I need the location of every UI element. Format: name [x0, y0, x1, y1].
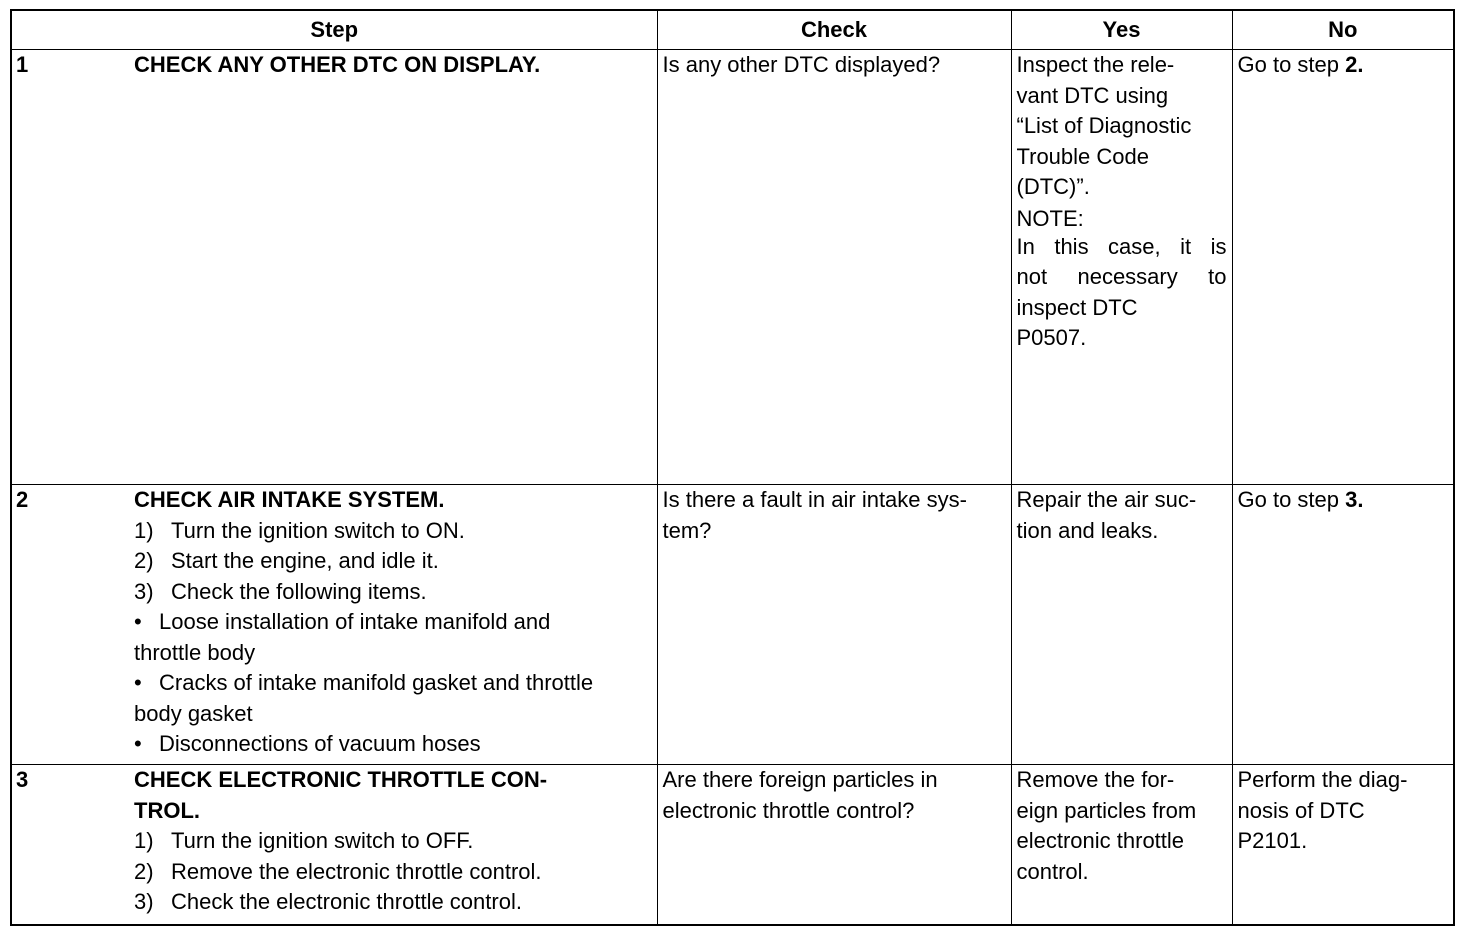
step-number: 2: [16, 487, 29, 512]
diagnostic-table: [10, 9, 1455, 926]
yes-text: Remove the for-: [1016, 767, 1175, 792]
yes-cell: [1011, 50, 1232, 485]
yes-text: Trouble Code: [1016, 143, 1149, 169]
step-cell: [11, 50, 657, 485]
bullet-item: • Cracks of intake manifold gasket and throttle: [134, 670, 594, 695]
step-reference: 3.: [1345, 487, 1364, 512]
yes-cell: [1011, 765, 1232, 925]
yes-text: “List of Diagnostic: [1016, 113, 1192, 138]
no-text: nosis of DTC: [1237, 797, 1365, 823]
step-title: TROL.: [134, 797, 200, 823]
table-row: [11, 50, 1454, 485]
check-text: tem?: [662, 517, 712, 543]
note-label: NOTE:: [1016, 205, 1084, 231]
step-number: 1: [16, 52, 29, 77]
substep: 1) Turn the ignition switch to OFF.: [134, 828, 474, 853]
no-text: Perform the diag-: [1237, 767, 1408, 792]
yes-text: (DTC)”.: [1016, 174, 1090, 199]
note-text: P0507.: [1016, 325, 1087, 350]
yes-cell: [1011, 485, 1232, 765]
step-cell: [11, 765, 657, 925]
step-number: 3: [16, 767, 29, 792]
note-text: In this case, it is: [1016, 233, 1227, 259]
check-cell: [657, 485, 1011, 765]
no-text: P2101.: [1237, 828, 1308, 853]
header-step: Step: [11, 10, 657, 50]
step-title: CHECK AIR INTAKE SYSTEM.: [134, 487, 445, 512]
no-text: Go to step: [1237, 52, 1346, 77]
no-text: Go to step: [1237, 487, 1346, 512]
bullet-item: • Loose installation of intake manifold and: [134, 609, 551, 634]
check-cell: [657, 765, 1011, 925]
yes-text: control.: [1016, 858, 1089, 884]
bullet-item: • Disconnections of vacuum hoses: [134, 731, 481, 756]
substep: 3) Check the electronic throttle control.: [134, 889, 522, 914]
header-yes: Yes: [1011, 10, 1232, 50]
bullet-item-continued: body gasket: [134, 700, 253, 726]
step-title: CHECK ELECTRONIC THROTTLE CON-: [134, 767, 548, 792]
note-text: inspect DTC: [1016, 294, 1138, 320]
table-row: [11, 485, 1454, 765]
no-cell: [1232, 50, 1454, 485]
header-row: [11, 10, 1454, 50]
check-text: Is there a fault in air intake sys-: [662, 487, 967, 512]
substep: 2) Start the engine, and idle it.: [134, 548, 439, 573]
header-no: No: [1232, 10, 1454, 50]
note-text: not necessary to: [1016, 264, 1227, 289]
yes-text: eign particles from: [1016, 797, 1197, 823]
no-cell: [1232, 485, 1454, 765]
substep: 3) Check the following items.: [134, 578, 427, 604]
step-title: CHECK ANY OTHER DTC ON DISPLAY.: [134, 52, 541, 77]
check-text: Is any other DTC displayed?: [662, 52, 941, 77]
check-text: electronic throttle control?: [662, 797, 915, 823]
yes-text: Repair the air suc-: [1016, 487, 1197, 512]
substep: 1) Turn the ignition switch to ON.: [134, 517, 465, 543]
step-reference: 2.: [1345, 52, 1364, 77]
substep: 2) Remove the electronic throttle control.: [134, 858, 542, 884]
bullet-item-continued: throttle body: [134, 639, 256, 665]
check-text: Are there foreign particles in: [662, 767, 938, 792]
yes-text: tion and leaks.: [1016, 517, 1159, 543]
check-cell: [657, 50, 1011, 485]
table-row: [11, 765, 1454, 925]
yes-text: Inspect the rele-: [1016, 52, 1175, 77]
yes-text: electronic throttle: [1016, 828, 1185, 853]
header-check: Check: [657, 10, 1011, 50]
no-cell: [1232, 765, 1454, 925]
step-cell: [11, 485, 657, 765]
yes-text: vant DTC using: [1016, 82, 1169, 108]
